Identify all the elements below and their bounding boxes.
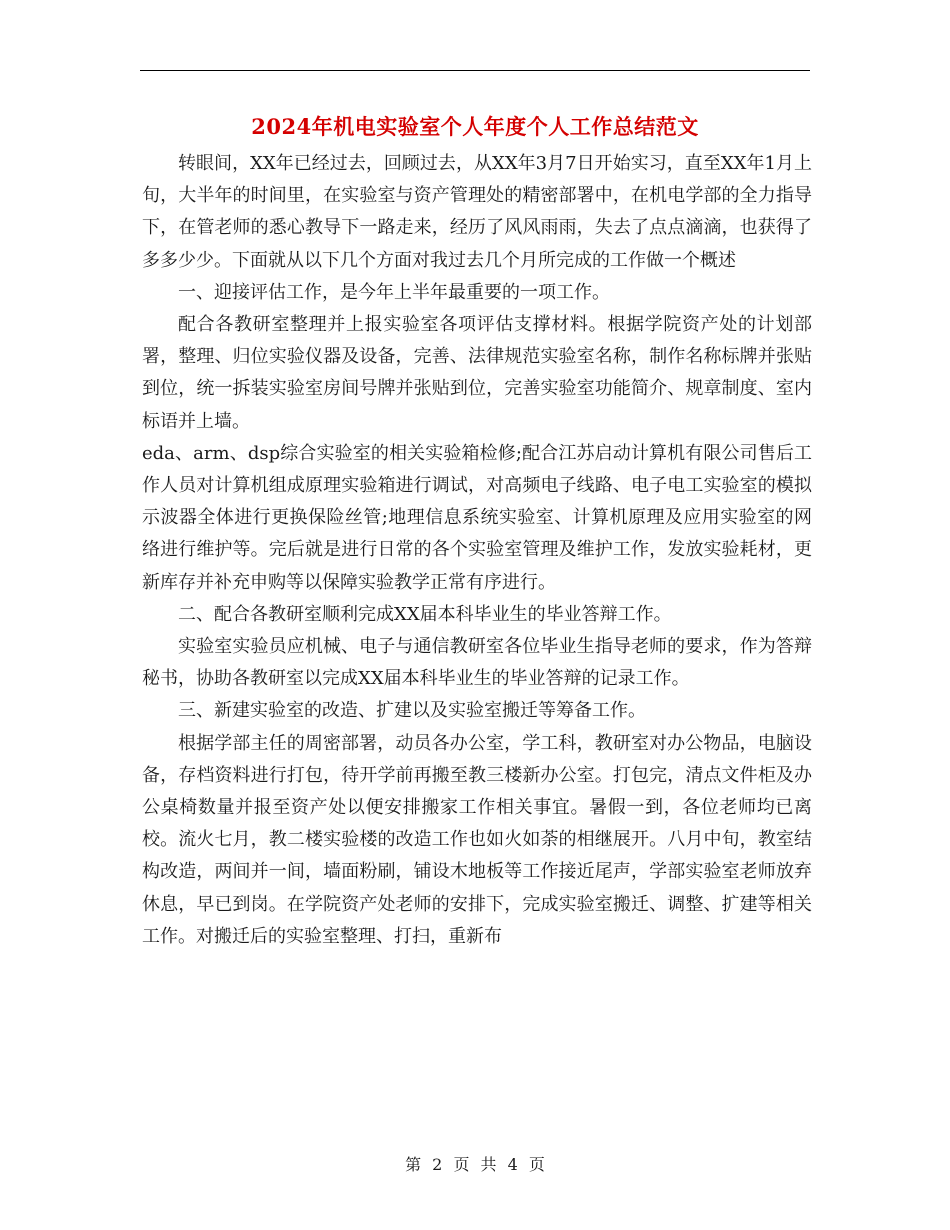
paragraph-section-1-a: 配合各教研室整理并上报实验室各项评估支撑材料。根据学院资产处的计划部署，整理、归位实验仪器及设备，完善、法律规范实验室名称，制作名称标牌并张贴到位，统一拆装实验室房间号牌并张贴到位，完善实验室功能简介、规章制度、室内标语并上墙。 — [142, 314, 812, 432]
header-rule — [140, 70, 810, 71]
section-heading-2: 二、配合各教研室顺利完成XX届本科毕业生的毕业答辩工作。 — [178, 603, 672, 625]
document-body — [142, 148, 812, 953]
section-heading-1: 一、迎接评估工作，是今年上半年最重要的一项工作。 — [178, 281, 610, 303]
paragraph-intro: 转眼间，XX年已经过去，回顾过去，从XX年3月7日开始实习，直至XX年1月上旬，大半年的时间里，在实验室与资产管理处的精密部署中，在机电学部的全力指导下，在管老师的悉心教导下一路走来，经历了风风雨雨，失去了点点滴滴，也获得了多多少少。下面就从以下几个方面对我过去几个月所完成的工作做一个概述 — [142, 153, 812, 271]
page-number-footer: 第 2 页 共 4 页 — [405, 1155, 545, 1174]
paragraph-section-2: 实验室实验员应机械、电子与通信教研室各位毕业生指导老师的要求，作为答辩秘书，协助各教研室以完成XX届本科毕业生的毕业答辩的记录工作。 — [142, 636, 812, 690]
paragraph-section-3: 根据学部主任的周密部署，动员各办公室，学工科，教研室对办公物品，电脑设备，存档资料进行打包，待开学前再搬至教三楼新办公室。打包完，清点文件柜及办公桌椅数量并报至资产处以便安排搬家工作相关事宜。暑假一到，各位老师均已离校。流火七月，教二楼实验楼的改造工作也如火如荼的相继展开。八月中旬，教室结构改造，两间并一间，墙面粉刷，铺设木地板等工作接近尾声，学部实验室老师放弃休息，早已到岗。在学院资产处老师的安排下，完成实验室搬迁、调整、扩建等相关工作。对搬迁后的实验室整理、打扫，重新布 — [142, 732, 812, 947]
paragraph-section-1-b: eda、arm、dsp综合实验室的相关实验箱检修;配合江苏启动计算机有限公司售后工作人员对计算机组成原理实验箱进行调试，对高频电子线路、电子电工实验室的模拟示波器全体进行更换保险丝管;地理信息系统实验室、计算机原理及应用实验室的网络进行维护等。完后就是进行日常的各个实验室管理及维护工作，发放实验耗材，更新库存并补充申购等以保障实验教学正常有序进行。 — [142, 442, 812, 593]
document-title: 2024年机电实验室个人年度个人工作总结范文 — [251, 114, 699, 139]
section-heading-3: 三、新建实验室的改造、扩建以及实验室搬迁等筹备工作。 — [178, 700, 646, 722]
